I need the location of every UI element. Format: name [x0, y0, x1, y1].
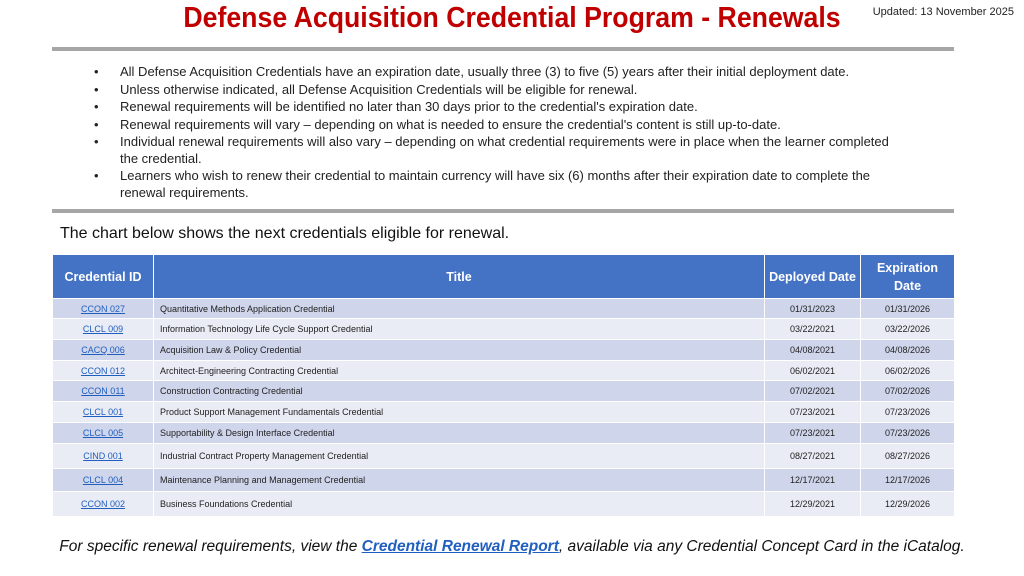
credential-title: Maintenance Planning and Management Credential [154, 469, 765, 492]
bullet-list [90, 64, 910, 202]
top-divider [52, 47, 954, 51]
updated-date: Updated: 13 November 2025 [872, 6, 1014, 18]
table-row [53, 299, 955, 319]
expiration-date: 07/23/2026 [861, 402, 955, 423]
bullet-item: • Individual renewal requirements will also vary – depending on what credential requirements were in place when the learner completed the credential. [90, 134, 910, 167]
expiration-date: 01/31/2026 [861, 299, 955, 319]
table-header-row [53, 255, 955, 299]
deployed-date: 12/17/2021 [765, 469, 861, 492]
page-title: Defense Acquisition Credential Program - Renewals [183, 2, 841, 34]
credential-id-link[interactable]: CLCL 005 [82, 428, 124, 438]
credential-id-link[interactable]: CCON 011 [81, 386, 125, 396]
credential-id-link[interactable]: CLCL 004 [82, 475, 124, 485]
credential-title: Acquisition Law & Policy Credential [154, 340, 765, 361]
expiration-date: 06/02/2026 [861, 361, 955, 381]
footer-note [0, 538, 1024, 556]
credential-id-link[interactable]: CCON 027 [80, 303, 125, 314]
footer-suffix: , available via any Credential Concept Card in the iCatalog. [558, 538, 965, 555]
table-row [53, 319, 955, 340]
expiration-date: 08/27/2026 [861, 444, 955, 469]
table-row [53, 469, 955, 492]
column-header-credential-id: Credential ID [53, 255, 154, 299]
credential-id-link[interactable]: CACQ 006 [81, 345, 125, 355]
credential-title: Supportability & Design Interface Credential [154, 423, 765, 444]
bullet-item: • Renewal requirements will be identified no later than 30 days prior to the credential's expiration date. [90, 99, 910, 116]
credential-title: Quantitative Methods Application Credential [154, 299, 765, 319]
renewals-table [52, 254, 955, 517]
credential-id-link[interactable]: CIND 001 [83, 451, 123, 461]
credential-title: Business Foundations Credential [154, 492, 765, 517]
credential-title: Product Support Management Fundamentals Credential [154, 402, 765, 423]
deployed-date: 06/02/2021 [765, 361, 861, 381]
chart-intro-text: The chart below shows the next credentials eligible for renewal. [60, 225, 510, 242]
column-header-deployed-date: Deployed Date [765, 255, 861, 299]
table-row [53, 361, 955, 381]
credential-renewal-report-link[interactable]: Credential Renewal Report [361, 538, 559, 555]
expiration-date: 03/22/2026 [861, 319, 955, 340]
table-row [53, 444, 955, 469]
deployed-date: 08/27/2021 [765, 444, 861, 469]
expiration-date: 07/23/2026 [861, 423, 955, 444]
credential-title: Construction Contracting Credential [154, 381, 765, 402]
deployed-date: 07/02/2021 [765, 381, 861, 402]
credential-id-link[interactable]: CCON 002 [80, 499, 125, 509]
expiration-date: 12/17/2026 [861, 469, 955, 492]
deployed-date: 03/22/2021 [765, 319, 861, 340]
deployed-date: 04/08/2021 [765, 340, 861, 361]
credential-id-link[interactable]: CCON 012 [80, 365, 125, 376]
table-row [53, 340, 955, 361]
deployed-date: 12/29/2021 [765, 492, 861, 517]
table-row [53, 423, 955, 444]
expiration-date: 04/08/2026 [861, 340, 955, 361]
deployed-date: 07/23/2021 [765, 423, 861, 444]
bullet-item: • All Defense Acquisition Credentials have an expiration date, usually three (3) to five (5) years after their initial deployment date. [90, 64, 910, 81]
bullet-item: • Renewal requirements will vary – depending on what is needed to ensure the credential's content is still up-to-date. [90, 117, 910, 134]
table-row [53, 381, 955, 402]
credential-id-link[interactable]: CLCL 009 [82, 324, 124, 334]
credential-title: Information Technology Life Cycle Support Credential [154, 319, 765, 340]
credential-title: Industrial Contract Property Management Credential [154, 444, 765, 469]
column-header-title: Title [154, 255, 765, 299]
column-header-expiration-date: Expiration Date [861, 255, 955, 299]
table-row [53, 492, 955, 517]
middle-divider [52, 209, 954, 213]
footer-prefix: For specific renewal requirements, view the [59, 538, 362, 555]
deployed-date: 07/23/2021 [765, 402, 861, 423]
bullet-item: • Learners who wish to renew their credential to maintain currency will have six (6) months after their expiration date to complete the renewal requirements. [90, 168, 910, 201]
deployed-date: 01/31/2023 [765, 299, 861, 319]
bullet-item: • Unless otherwise indicated, all Defense Acquisition Credentials will be eligible for renewal. [90, 82, 910, 99]
credential-title: Architect-Engineering Contracting Credential [154, 361, 765, 381]
expiration-date: 07/02/2026 [861, 381, 955, 402]
credential-id-link[interactable]: CLCL 001 [82, 407, 124, 417]
table-row [53, 402, 955, 423]
expiration-date: 12/29/2026 [861, 492, 955, 517]
